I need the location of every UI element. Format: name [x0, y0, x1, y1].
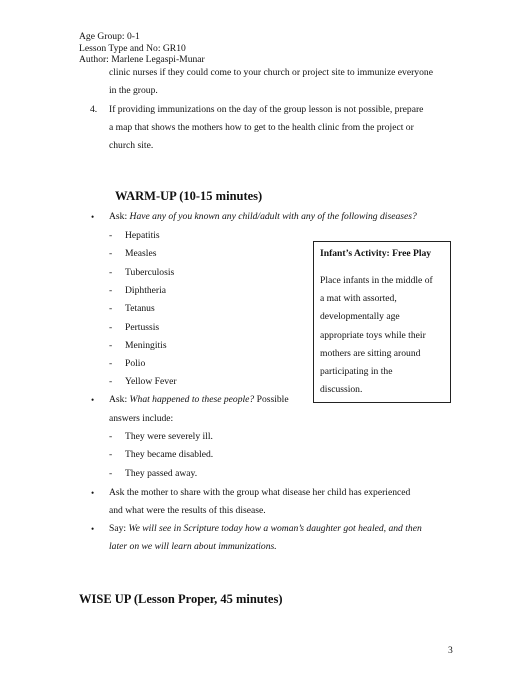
item-4-line-2: a map that shows the mothers how to get to the health clinic from the project or	[109, 122, 414, 133]
infant-activity-line: Place infants in the middle of	[320, 275, 433, 286]
page-number: 3	[448, 645, 453, 656]
intro-line-2: in the group.	[109, 85, 158, 96]
answer-item: They were severely ill.	[125, 431, 213, 442]
ask-prefix: Ask:	[109, 211, 128, 222]
answer-item: They passed away.	[125, 468, 198, 479]
ask-2-suffix: Possible	[256, 394, 289, 405]
bullet-icon: •	[91, 488, 95, 498]
disease-item: Hepatitis	[125, 230, 160, 241]
infant-activity-line: a mat with assorted,	[320, 293, 397, 304]
disease-item: Tetanus	[125, 303, 155, 314]
disease-item: Measles	[125, 248, 157, 259]
say-text-1: We will see in Scripture today how a woman’s daughter got healed, and then	[128, 523, 422, 534]
say-prefix: Say:	[109, 523, 127, 534]
infant-activity-box	[313, 241, 451, 403]
ask-1-question: Have any of you known any child/adult with any of the following diseases?	[129, 211, 417, 222]
share-line-2: and what were the results of this disease.	[109, 505, 266, 516]
disease-item: Pertussis	[125, 322, 160, 333]
infant-activity-line: participating in the	[320, 366, 393, 377]
disease-item: Tuberculosis	[125, 267, 175, 278]
infant-activity-line: appropriate toys while their	[320, 330, 426, 341]
disease-item: Yellow Fever	[125, 376, 177, 387]
disease-item: Polio	[125, 358, 146, 369]
dash-marker: -	[109, 431, 113, 442]
age-group-label: Age Group: 0-1	[79, 31, 140, 42]
disease-item: Diphtheria	[125, 285, 167, 296]
ask-2-line-2: answers include:	[109, 413, 174, 424]
dash-marker: -	[109, 267, 113, 278]
infant-activity-line: developmentally age	[320, 311, 400, 322]
say-text-2: later on we will learn about immunizations.	[109, 541, 277, 552]
ask-2-question: What happened to these people?	[129, 394, 255, 405]
infant-activity-title: Infant’s Activity: Free Play	[320, 248, 432, 259]
dash-marker: -	[109, 303, 113, 314]
dash-marker: -	[109, 468, 113, 479]
dash-marker: -	[109, 322, 113, 333]
answer-item: They became disabled.	[125, 449, 214, 460]
infant-activity-line: mothers are sitting around	[320, 348, 421, 359]
dash-marker: -	[109, 230, 113, 241]
page-header	[79, 31, 205, 66]
dash-marker: -	[109, 449, 113, 460]
dash-marker: -	[109, 340, 113, 351]
dash-marker: -	[109, 285, 113, 296]
intro-line-1: clinic nurses if they could come to your church or project site to immunize everyone	[109, 67, 433, 78]
bullet-icon: •	[91, 212, 95, 222]
item-4-line-1: If providing immunizations on the day of the group lesson is not possible, prepare	[109, 104, 424, 115]
author-label: Author: Marlene Legaspi-Munar	[79, 54, 205, 65]
bullet-icon: •	[91, 395, 95, 405]
item-4-line-3: church site.	[109, 140, 154, 151]
dash-marker: -	[109, 358, 113, 369]
share-line-1: Ask the mother to share with the group what disease her child has experienced	[109, 487, 411, 498]
infant-activity-line: discussion.	[320, 384, 363, 395]
ask-1-text	[109, 211, 417, 223]
say-line-2	[109, 541, 277, 553]
disease-item: Meningitis	[125, 340, 167, 351]
warmup-heading: WARM-UP (10-15 minutes)	[115, 189, 263, 203]
say-line-1	[109, 523, 422, 535]
lesson-type-label: Lesson Type and No: GR10	[79, 42, 186, 54]
wiseup-heading: WISE UP (Lesson Proper, 45 minutes)	[79, 592, 283, 606]
ask-2-text	[109, 394, 289, 406]
ask-prefix: Ask:	[109, 394, 128, 405]
item-4-number: 4.	[90, 104, 98, 115]
bullet-icon: •	[91, 524, 95, 534]
dash-marker: -	[109, 376, 113, 387]
dash-marker: -	[109, 248, 113, 259]
